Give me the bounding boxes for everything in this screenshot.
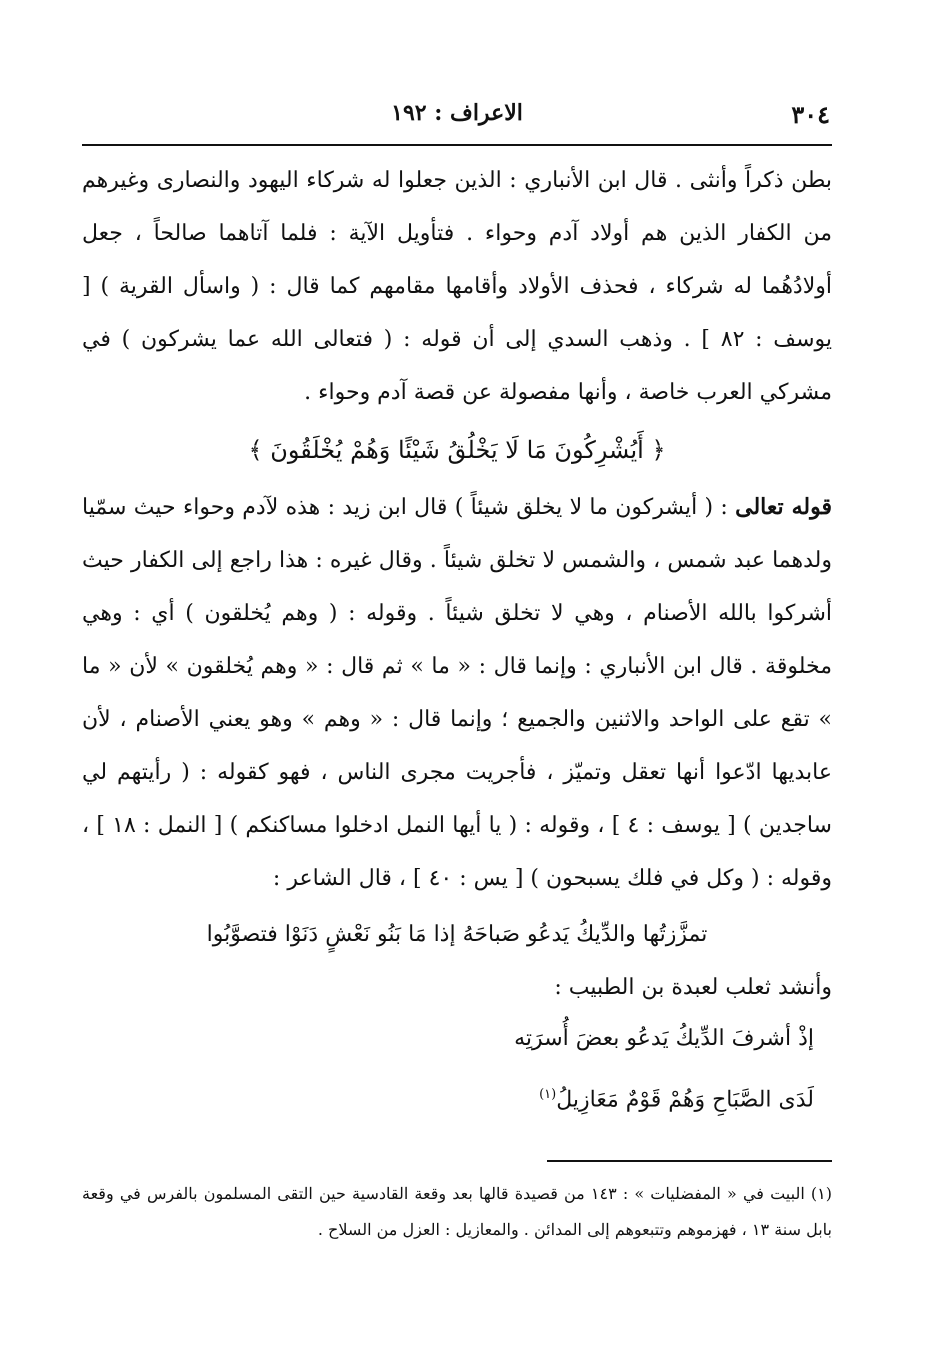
footnote-marker: (١) xyxy=(539,1087,557,1102)
main-text xyxy=(82,154,832,1128)
poem-verse-1: تمزَّزتُها والدِّيكُ يَدعُو صَباحَهُ إذا مَا بَنُو نَعْشٍ دَنَوْا فتصوَّبُوا xyxy=(206,922,708,947)
poem-verse-2-hemistich-1: إذْ أشرفَ الدِّيكُ يَدعُو بعضَ أُسرَتِه xyxy=(514,1026,814,1051)
poem-verse-2-hemistich-2 xyxy=(82,1067,832,1128)
paragraph-2-text: : ( أيشركون ما لا يخلق شيئاً ) قال ابن زيد : هذه لآدم وحواء حيث سمّيا ولدهما عبد شمس ، والشمس لا تخلق شيئاً . وقال غيره : هذا راجع إلى الكفار حيث أشركوا بالله الأصنام ، وهي لا تخلق شيئاً . وقوله : ( وهم يُخلقون ) أي : وهي مخلوقة . قال ابن الأنباري : وإنما قال : « ما » ثم قال : « وهم يُخلقون » لأن « ما » تقع على الواحد والاثنين والجميع ؛ وإنما قال : « وهم » وهو يعني الأصنام ، لأن عابديها ادّعوا أنها تعقل وتميّز ، فأجريت مجرى الناس ، فهو كقوله : ( رأيتهم لي ساجدين ) [ يوسف : ٤ ] ، وقوله : ( يا أيها النمل ادخلوا مساكنكم ) [ النمل : ١٨ ] ، وقوله : ( وكل في فلك يسبحون ) [ يس : ٤٠ ] ، قال الشاعر : xyxy=(82,495,832,891)
paragraph-lead: قوله تعالى xyxy=(735,494,832,520)
header-rule xyxy=(82,144,832,146)
quran-verse: ﴿ أَيُشْرِكُونَ مَا لَا يَخْلُقُ شَيْئًا وَهُمْ يُخْلَقُونَ ﴾ xyxy=(248,436,666,464)
paragraph-1: بطن ذكراً وأنثى . قال ابن الأنباري : الذين جعلوا له شركاء اليهود والنصارى وغيرهم من الكفار الذين هم أولاد آدم وحواء . فتأويل الآية : فلما آتاهما صالحاً ، جعل أولادُهُما له شركاء ، فحذف الأولاد وأقامها مقامهم كما قال : ( واسأل القرية ) [ يوسف : ٨٢ ] . وذهب السدي إلى أن قوله : ( فتعالى الله عما يشركون ) في مشركي العرب خاصة ، وأنها مفصولة عن قصة آدم وحواء . xyxy=(82,168,832,405)
page-number: ٣٠٤ xyxy=(791,100,830,129)
poem-intro: وأنشد ثعلب لعبدة بن الطبيب : xyxy=(554,975,832,1000)
running-title: الاعراف : ١٩٢ xyxy=(391,100,523,126)
footnote: (١) البيت في « المفضليات » : ١٤٣ من قصيدة قالها بعد وقعة القادسية حين التقى المسلمون بالفرس في وقعة بابل سنة ١٣ ، فهزموهم وتتبعوهم إلى المدائن . والمعازيل : العزل من السلاح . xyxy=(82,1184,832,1240)
page-header xyxy=(82,100,832,142)
footnote-rule xyxy=(547,1160,832,1162)
page xyxy=(82,100,832,1248)
paragraph-2 xyxy=(82,481,832,905)
poem-verse-2-hemistich-2-text: لَدَى الصَّبَاحِ وَهُمْ قَوْمٌ مَعَازِيلُ xyxy=(556,1087,814,1113)
